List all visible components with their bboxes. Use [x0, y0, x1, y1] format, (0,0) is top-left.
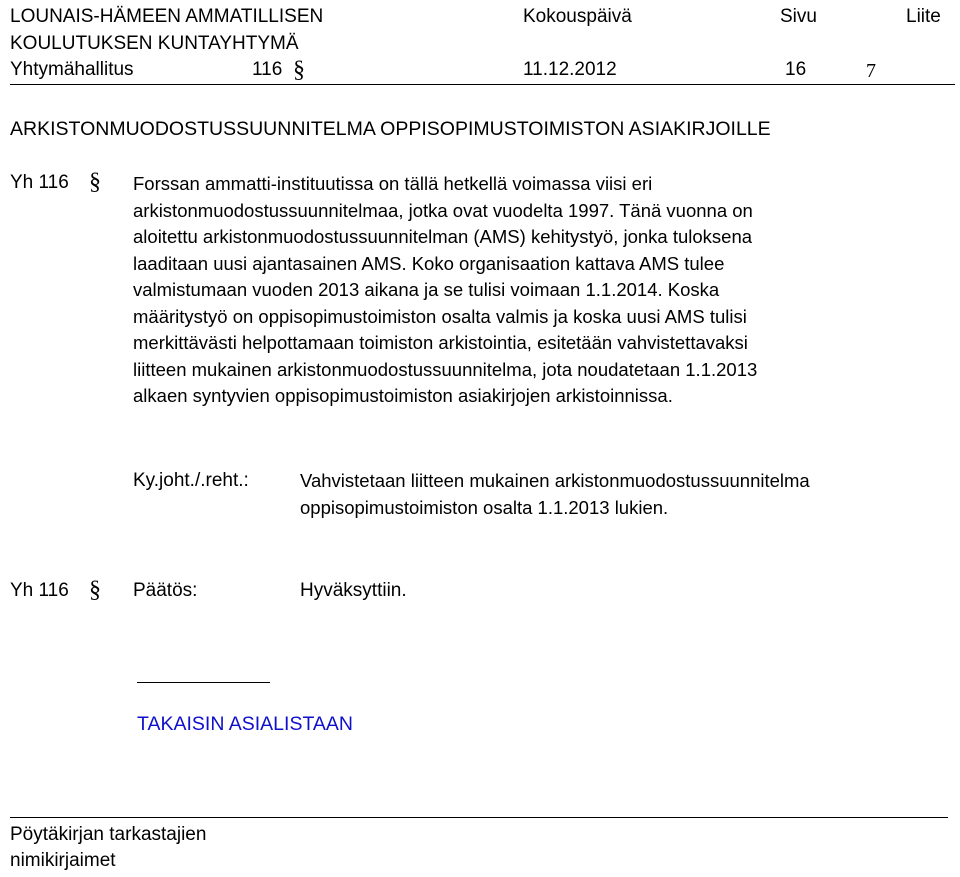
body-line: määritystyö on oppisopimustoimiston osalta valmis ja koska uusi AMS tulisi: [133, 305, 747, 327]
annex-label: Liite: [906, 6, 941, 27]
section-ref: Yh 116: [10, 172, 69, 193]
proposal-label: Ky.joht./.reht.:: [133, 470, 249, 491]
proposal-line2: oppisopimustoimiston osalta 1.1.2013 lukien.: [300, 497, 669, 518]
header-section-no: 116: [252, 59, 283, 80]
back-to-agenda-link[interactable]: TAKAISIN ASIALISTAAN: [137, 713, 354, 735]
section-mark: §: [89, 577, 101, 603]
org-name-line1: LOUNAIS-HÄMEEN AMMATILLISEN: [10, 6, 324, 27]
header-rule: [10, 84, 955, 85]
page-label: Sivu: [780, 6, 817, 27]
body-line: liitteen mukainen arkistonmuodostussuunnitelma, jota noudatetaan 1.1.2013: [133, 358, 758, 380]
body-line: laaditaan uusi ajantasainen AMS. Koko organisaation kattava AMS tulee: [133, 252, 725, 274]
decision-section-ref: Yh 116: [10, 580, 69, 601]
decision-value: Hyväksyttiin.: [300, 580, 407, 601]
annex-value: 7: [866, 60, 876, 82]
org-name-line2: KOULUTUKSEN KUNTAYHTYMÄ: [10, 33, 299, 54]
footer-line2: nimikirjaimet: [10, 850, 116, 871]
date-value: 11.12.2012: [523, 59, 617, 80]
proposal-line1: Vahvistetaan liitteen mukainen arkistonmuodostussuunnitelma: [300, 470, 810, 491]
body-name: Yhtymähallitus: [10, 59, 134, 80]
section-mark: §: [293, 57, 305, 83]
footer-line1: Pöytäkirjan tarkastajien: [10, 824, 207, 845]
document-title: ARKISTONMUODOSTUSSUUNNITELMA OPPISOPIMUSTOIMISTON ASIAKIRJOILLE: [10, 118, 771, 140]
body-paragraph: [133, 171, 953, 410]
page-value: 16: [785, 59, 807, 80]
body-line: aloitettu arkistonmuodostussuunnitelman (AMS) kehitystyö, jonka tuloksena: [133, 226, 753, 247]
body-line: alkaen syntyvien oppisopimustoimiston asiakirjojen arkistoinnissa.: [133, 385, 673, 406]
body-line: valmistumaan vuoden 2013 aikana ja se tulisi voimaan 1.1.2014. Koska: [133, 279, 720, 300]
decision-label: Päätös:: [133, 580, 198, 601]
separator-short: [137, 682, 270, 683]
footer-rule: [10, 817, 948, 818]
section-mark: §: [89, 169, 101, 195]
body-line: arkistonmuodostussuunnitelmaa, jotka ovat vuodelta 1997. Tänä vuonna on: [133, 199, 753, 221]
body-line: Forssan ammatti-instituutissa on tällä hetkellä voimassa viisi eri: [133, 173, 653, 194]
body-line: merkittävästi helpottamaan toimiston arkistointia, esitetään vahvistettavaksi: [133, 332, 748, 353]
date-label: Kokouspäivä: [523, 6, 632, 27]
